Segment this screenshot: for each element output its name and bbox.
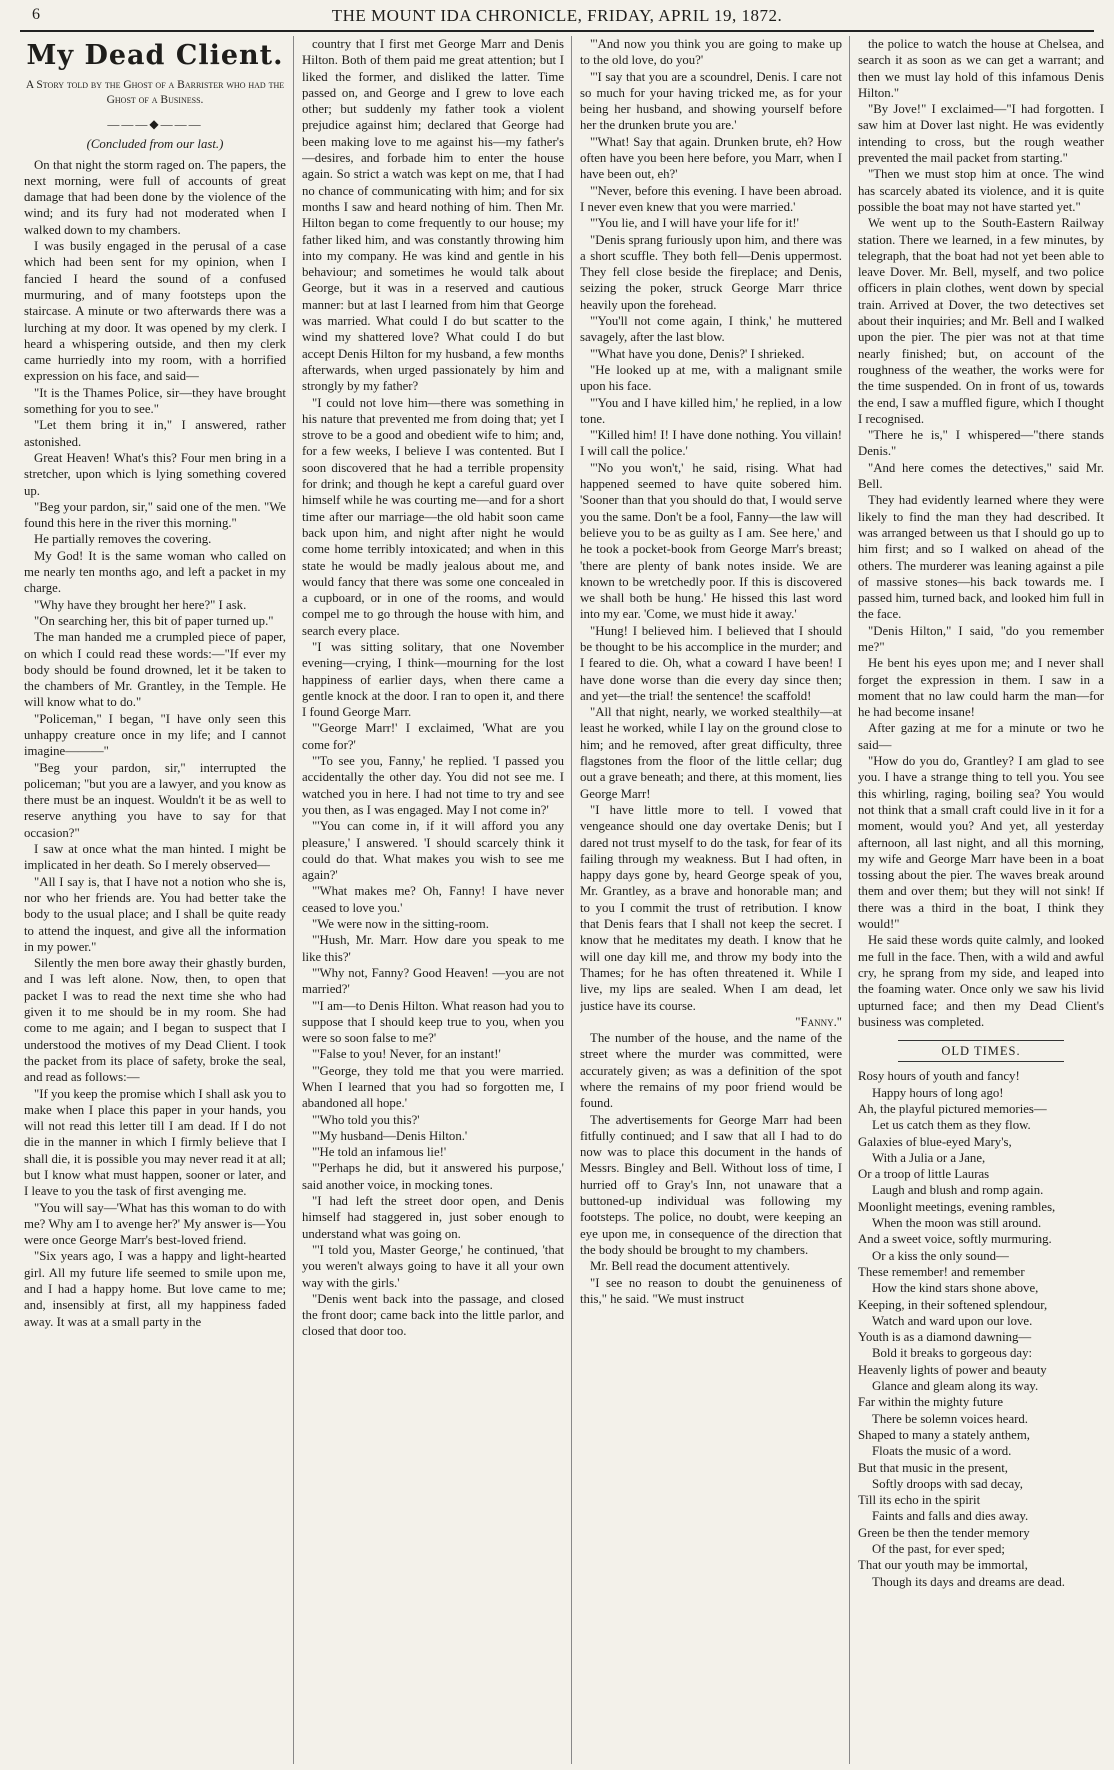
paragraph: "I was sitting solitary, that one November evening—crying, I think—mourning for the lost happiness of earlier days, when there came a gentle knock at the door. I ran to open it, and there I found George Marr. <box>302 639 564 720</box>
poem-line: Green be then the tender memory <box>858 1525 1030 1540</box>
poem-line: These remember! and remember <box>858 1264 1025 1279</box>
poem-line: Softly droops with sad decay, <box>872 1476 1023 1491</box>
paragraph: "'What! Say that again. Drunken brute, eh? How often have you been here before, you Marr, when I have been out, eh?' <box>580 134 842 182</box>
poem-line: Happy hours of long ago! <box>872 1085 1004 1100</box>
paragraph: country that I first met George Marr and Denis Hilton. Both of them paid me great attention; but I liked the former, and disliked the latter. Time passed on, and George and I grew to love each other; but suddenly my father took a violent prejudice against him; declared that George had been making love to me against his—my father's—desires, and forbade him to enter the house again. So strict a watch was kept on me, that I had no chance of communicating with him; and for six months I saw and heard nothing of him. Then Mr. Hilton began to come frequently to our house; my father liked him, and was constantly throwing him into my company. He was kind and gentle in his behaviour; and sometimes he would talk about George, but it was in a reserved and cautious manner: but at last I learned from him that George was married. What could I do but scatter to the wind my shattered love? What could I do but accept Denis Hilton for my husband, a few months afterwards, when urged passionately by him and strongly by my father? <box>302 37 564 394</box>
paragraph: "Hung! I believed him. I believed that I should be thought to be his accomplice in the murder; and I feared to die. Oh, what a coward I have been! I have done worse than die every day since then; and yet—the trial! the sentence! the scaffold! <box>580 623 842 703</box>
paragraph: "It is the Thames Police, sir—they have brought something for you to see." <box>24 385 286 417</box>
paragraph: "'He told an infamous lie!' <box>312 1145 447 1160</box>
paragraph: "Six years ago, I was a happy and light-hearted girl. All my future life seemed to smile upon me, and I had a happy home. But love came to me; and, insensibly at first, all my happiness faded away. It was at a small party in the <box>24 1249 286 1329</box>
paragraph: "'You and I have killed him,' he replied, in a low tone. <box>580 395 842 426</box>
poem-line: Far within the mighty future <box>858 1395 1004 1410</box>
poem-line: And a sweet voice, softly murmuring. <box>858 1232 1052 1247</box>
paragraph: the police to watch the house at Chelsea, and search it as soon as we can get a warrant; and then we must lay hold of this infamous Denis Hilton." <box>858 37 1104 100</box>
column-2-body <box>302 36 564 1340</box>
column-rule <box>849 36 850 1764</box>
column-rule <box>571 36 572 1764</box>
paragraph: "'Perhaps he did, but it answered his purpose,' said another voice, in mocking tones. <box>302 1161 564 1192</box>
paragraph: "'You can come in, if it will afford you any pleasure,' I answered. 'I should scarcely think it could do that. What makes you wish to see me again?' <box>302 819 564 883</box>
poem-line: Bold it breaks to gorgeous day: <box>872 1346 1033 1361</box>
paragraph: "'And now you think you are going to make up to the old love, do you?' <box>580 37 842 68</box>
poem-line: Ah, the playful pictured memories— <box>858 1102 1047 1116</box>
paragraph: He bent his eyes upon me; and I never shall forget the expression in them. I saw in a moment that no law could harm the man—for he had become insane! <box>858 656 1104 720</box>
poem-line: Laugh and blush and romp again. <box>872 1183 1044 1198</box>
paragraph: The advertisements for George Marr had been fitfully continued; and I saw that all I had to do now was to place this document in the hands of Messrs. Bingley and Bell. Without loss of time, I hurried off to Gray's Inn, not unaware that a buttoned-up individual was following my footsteps. The police, no doubt, were keeping an eye upon me, in consequence of the direction that the body should be brought to my chambers. <box>580 1112 842 1257</box>
paragraph: "You will say—'What has this woman to do with me? Why am I to avenge her?' My answer is—You were once George Marr's best-loved friend. <box>24 1200 286 1248</box>
paragraph: "'George, they told me that you were married. When I learned that you had so forgotten me, I abandoned all hope.' <box>302 1063 564 1111</box>
poem-line: Or a kiss the only sound— <box>872 1248 1009 1263</box>
paragraph: "All that night, nearly, we worked stealthily—at least he worked, while I lay on the ground close to him; and he removed, after great difficulty, three flagstones from the floor of the little cellar; dug out a grave beneath; and there, at this moment, lies George Marr! <box>580 705 842 801</box>
paragraph: "'Why not, Fanny? Good Heaven! —you are not married?' <box>302 965 564 997</box>
continued-note: (Concluded from our last.) <box>86 137 224 152</box>
page-header <box>20 4 1094 32</box>
poem-line: When the moon was still around. <box>872 1216 1042 1231</box>
poem-line: Faints and falls and dies away. <box>872 1509 1029 1524</box>
paragraph: "If you keep the promise which I shall ask you to make when I place this paper in your hands, you will not read this letter till I am dead. If I do not die in the manner in which I firmly believe that I shall die, it is possible you may never read it at all; but I know what must happen, sooner or later, and I leave to you the task of first avenging me. <box>24 1086 286 1199</box>
paragraph: "Fanny." <box>795 1014 842 1029</box>
paragraph: "On searching her, this bit of paper turned up." <box>34 613 274 628</box>
paragraph: Mr. Bell read the document attentively. <box>590 1259 790 1274</box>
poem-line: Let us catch them as they flow. <box>872 1118 1031 1133</box>
paragraph: I was busily engaged in the perusal of a case which had been sent for my opinion, when I fancied I heard the sound of a confused murmuring, and of many footsteps upon the staircase. A minute or two afterwards there was a lurching at my door. It was opened by my clerk. I heard a whispering outside, and then my clerk came hurriedly into my room, with a horrified expression on his face, and said— <box>24 239 286 384</box>
masthead: THE MOUNT IDA CHRONICLE, FRIDAY, APRIL 19, 1872. <box>331 6 783 25</box>
paragraph: "'Hush, Mr. Marr. How dare you speak to me like this?' <box>302 933 564 964</box>
poem-line: Floats the music of a word. <box>872 1444 1012 1459</box>
poem-line: Moonlight meetings, evening rambles, <box>858 1199 1056 1214</box>
paragraph: "Why have they brought her here?" I ask. <box>34 597 247 612</box>
poem-line: But that music in the present, <box>858 1460 1008 1475</box>
poem-line: Shaped to many a stately anthem, <box>858 1427 1031 1442</box>
paragraph: "And here comes the detectives," said Mr. Bell. <box>858 460 1104 492</box>
paragraph: "How do you do, Grantley? I am glad to see you. I have a strange thing to tell you. You see this whirling, raging, boiling sea? You would not think that a small craft could live in it for a moment, would you? And yet, all yesterday afternoon, all last night, and all this morning, my wife and George Marr have been in a boat tossing about the pier. The waves break around them and over them; but they will not sink! If there was a third in the boat, I think they would!" <box>858 754 1104 932</box>
paragraph: "'False to you! Never, for an instant!' <box>312 1047 501 1062</box>
paragraph: "'I am—to Denis Hilton. What reason had you to suppose that I should keep true to you, when you were so soon false to me?' <box>302 998 564 1046</box>
paragraph: He partially removes the covering. <box>34 532 212 547</box>
paragraph: "Then we must stop him at once. The wind has scarcely abated its violence, and it is quite possible the boat may not have started yet." <box>858 167 1104 214</box>
column-2 <box>302 36 564 1766</box>
poem-line: Rosy hours of youth and fancy! <box>858 1069 1020 1084</box>
paragraph: "'Killed him! I! I have done nothing. You villain! I will call the police.' <box>580 428 842 459</box>
poem-line: Galaxies of blue-eyed Mary's, <box>858 1134 1012 1149</box>
paragraph: "I see no reason to doubt the genuineness of this," he said. "We must instruct <box>580 1275 842 1306</box>
paragraph: "'You lie, and I will have your life for it!' <box>590 216 799 231</box>
paragraph: He said these words quite calmly, and looked me full in the face. Then, with a wild and awful cry, he sprang from my side, and leaped into the foaming water. Once only we saw his livid upturned face; and then my Dead Client's business was completed. <box>858 933 1104 1029</box>
poem-line: With a Julia or a Jane, <box>872 1150 986 1165</box>
paragraph: The man handed me a crumpled piece of paper, on which I could read these words:—"If ever my body should be found drowned, let it be taken to the chambers of Mr. Grantley, in the Temple. He will know what to do." <box>24 630 286 710</box>
poem-line: Keeping, in their softened splendour, <box>858 1297 1048 1312</box>
poem-line: Of the past, for ever sped; <box>872 1542 1005 1557</box>
page-number: 6 <box>32 6 40 23</box>
paragraph: "There he is," I whispered—"there stands Denis." <box>858 428 1104 459</box>
paragraph: We went up to the South-Eastern Railway station. There we learned, in a few minutes, by telegraph, that the boat had not yet been able to leave Dover. Mr. Bell, myself, and two police officers in plain clothes, went down by special train. Arrived at Dover, the two detectives set about their inquiries; and Mr. Bell and I walked upon the pier. The pier was not at that time nearly finished; but, on account of the roughness of the weather, the works were for the time suspended. On in front of us, towards the end, I saw a muffled figure, which I thought I recognised. <box>858 216 1104 426</box>
paragraph: "Denis went back into the passage, and closed the front door; came back into the little parlor, and closed that door too. <box>302 1291 564 1339</box>
paragraph: "'My husband—Denis Hilton.' <box>312 1128 468 1143</box>
paragraph: "'I told you, Master George,' he continued, 'that you weren't always going to have it all your own way with the girls.' <box>302 1242 564 1290</box>
paragraph: On that night the storm raged on. The papers, the next morning, were full of accounts of great damage that had been done by the violence of the wind; and its fury had not moderated when I walked down to my chambers. <box>24 157 286 237</box>
ornament-divider: ———◆——— <box>107 117 203 131</box>
paragraph: My God! It is the same woman who called on me nearly ten months ago, and left a packet in my charge. <box>24 548 286 596</box>
paragraph: "I have little more to tell. I vowed that vengeance should one day overtake Denis; but I dared not trust myself to do the task, for fear of its failing through my weakness. But I had often, in happy days gone by, heard George speak of you, Mr. Grantley, as a brave and honorable man; and to you I commit the trust of retribution. I know that Denis fears that I shall not keep the secret. I know that he meditates my death. I know that he will one day kill me, and throw my body into the Thames; for he has often threatened it. While I live, my lips are sealed. When I am dead, let justice have its course. <box>580 802 842 1013</box>
paragraph: "I could not love him—there was something in his nature that prevented me from doing that; yet I strove to be a good and obedient wife to him; and, for a few weeks, I believe I was contented. But I soon discovered that he had a terrible propensity for drink; and though he kept a careful guard over himself while he was courting me—and for a short time after our marriage—the old habit soon came back upon him, and night after night he would come home terribly intoxicated; and when in this state he would be madly jealous about me, and would fancy that there was some one concealed in a cupboard, or in one of the rooms, and would compel me to go through the house with him, and search every place. <box>302 395 564 638</box>
paragraph: "'What have you done, Denis?' I shrieked. <box>590 346 805 361</box>
paragraph: "Denis Hilton," I said, "do you remember me?" <box>858 623 1104 654</box>
paragraph: I saw at once what the man hinted. I might be implicated in her death. So I merely observed— <box>24 842 286 873</box>
poem-line: Watch and ward upon our love. <box>872 1313 1033 1328</box>
column-1-body <box>24 157 286 1330</box>
column-4-body <box>858 36 1104 1030</box>
poem-line: Till its echo in the spirit <box>858 1493 981 1508</box>
poem-line: Youth is as a diamond dawning— <box>858 1330 1032 1345</box>
story-subtitle: A Story told by the Ghost of a Barrister who had the Ghost of a Business. <box>25 79 285 106</box>
poem-line: Or a troop of little Lauras <box>858 1167 990 1182</box>
paragraph: They had evidently learned where they were likely to find the man they had described. It was arranged between us that I should go up to him first; and so I walked on ahead of the others. The murderer was leaning against a pile of massive stones—his back towards me. I passed him, turned back, and looked him full in the face. <box>858 493 1104 622</box>
paragraph: The number of the house, and the name of the street where the murder was committed, were accurately given; as was a definition of the spot where the remains of my poor friend would be found. <box>580 1031 842 1111</box>
paragraph: "'No you won't,' he said, rising. What had happened seemed to have quite sobered him. 'Sooner than that you should do that, I would serve you the same. Don't be a fool, Fanny—the law will believe you to be as guilty as I am. See here,' and he took a pocket-book from George Marr's breast; 'there are plenty of bank notes inside. We are known to be wretchedly poor. If this is discovered we shall both be hung.' He hissed this last word into my ear. 'Come, we must hide it away.' <box>580 460 842 622</box>
poem-body <box>858 1068 1104 1590</box>
paragraph: "I had left the street door open, and Denis himself had staggered in, just sober enough to understand what was going on. <box>302 1194 564 1241</box>
paragraph: "Beg your pardon, sir," interrupted the policeman; "but you are a lawyer, and you know as there must be an inquest. Wouldn't it be as well to reserve anything you have to say for that occasion?" <box>24 760 286 840</box>
poem-line: There be solemn voices heard. <box>872 1411 1028 1426</box>
column-3-body <box>580 36 842 1307</box>
paragraph: "Policeman," I began, "I have only seen this unhappy creature once in my life; and I cannot imagine———" <box>24 711 286 759</box>
paragraph: "'To see you, Fanny,' he replied. 'I passed you accidentally the other day. You did not see me. I watched you in here. I had not time to try and see you then, as I was engaged. May I not come in?' <box>302 754 564 817</box>
column-3 <box>580 36 842 1766</box>
paragraph: "Denis sprang furiously upon him, and there was a short scuffle. They both fell—Denis uppermost. They fell close beside the fireplace; and Denis, seizing the poker, struck George Marr thrice heavily upon the forehead. <box>580 232 842 312</box>
poem-line: Though its days and dreams are dead. <box>872 1574 1065 1589</box>
paragraph: "By Jove!" I exclaimed—"I had forgotten. I saw him at Dover last night. He was evidently intending to cross, but the rough weather prevented the mail packet from starting." <box>858 102 1104 166</box>
paragraph: "All I say is, that I have not a notion who she is, nor who her friends are. You had better take the body to the usual place; and I shall be quite ready to attend the inquest, and give all the information in my power." <box>24 874 286 954</box>
column-rule <box>293 36 294 1764</box>
poem-line: Glance and gleam along its way. <box>872 1379 1039 1394</box>
paragraph: "'Who told you this?' <box>312 1112 420 1127</box>
paragraph: "We were now in the sitting-room. <box>312 917 489 932</box>
poem-line: That our youth may be immortal, <box>858 1558 1028 1573</box>
paragraph: Great Heaven! What's this? Four men bring in a stretcher, upon which is lying something covered up. <box>24 450 286 498</box>
paragraph: After gazing at me for a minute or two he said— <box>858 721 1104 752</box>
paragraph: "'George Marr!' I exclaimed, 'What are you come for?' <box>302 721 564 752</box>
paragraph: Silently the men bore away their ghastly burden, and I was left alone. Now, then, to open that packet I was to read the next time she who had given it to me should be in my room. She had come to me again; and I began to suspect that I understood the motives of my Dead Client. I took the packet from its place of safety, broke the seal, and read as follows:— <box>24 956 286 1085</box>
poem-title: OLD TIMES. <box>898 1040 1064 1062</box>
paragraph: "'You'll not come again, I think,' he muttered savagely, after the last blow. <box>580 314 842 345</box>
paragraph: "Beg your pardon, sir," said one of the men. "We found this here in the river this morning." <box>24 499 286 531</box>
poem-line: Heavenly lights of power and beauty <box>858 1362 1047 1377</box>
column-4 <box>858 36 1104 1766</box>
column-1 <box>24 36 286 1766</box>
poem-line: How the kind stars shone above, <box>872 1281 1039 1296</box>
paragraph: "Let them bring it in," I answered, rather astonished. <box>24 418 286 449</box>
story-title: My Dead Client. <box>26 40 284 71</box>
paragraph: "'What makes me? Oh, Fanny! I have never ceased to love you.' <box>302 884 564 915</box>
paragraph: "'I say that you are a scoundrel, Denis. I care not so much for your having tricked me, as for your being her husband, and showing yourself before her the drunken brute you are.' <box>580 69 842 133</box>
paragraph: "He looked up at me, with a malignant smile upon his face. <box>580 362 842 394</box>
paragraph: "'Never, before this evening. I have been abroad. I never even knew that you were married.' <box>580 183 842 214</box>
